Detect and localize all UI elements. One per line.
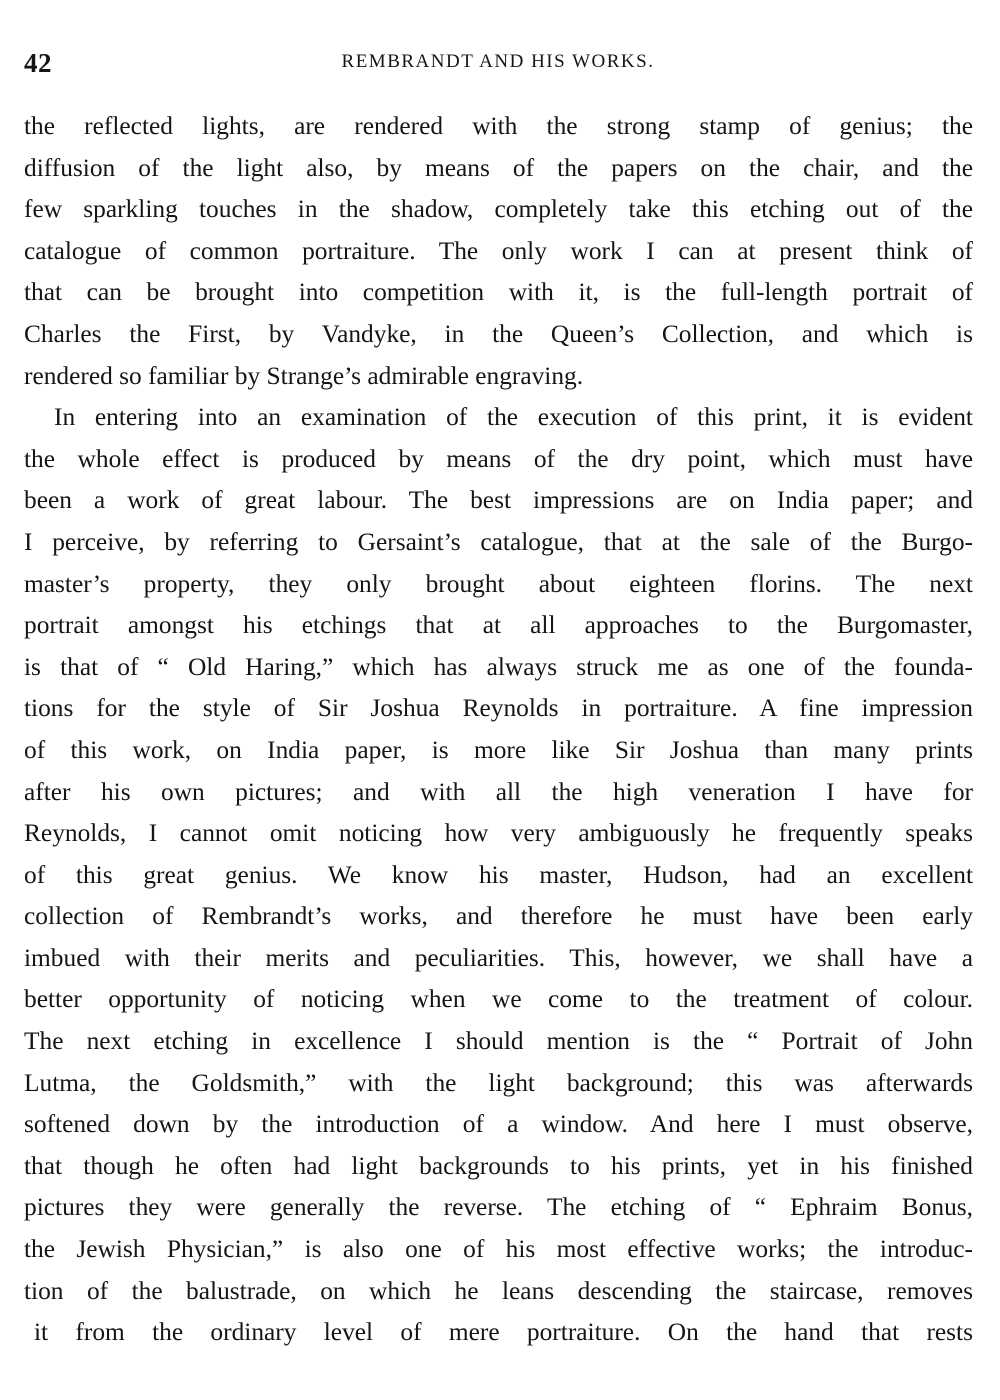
text-line: softened down by the introduction of a window. And here I must observe, [24,1110,973,1139]
text-line: few sparkling touches in the shadow, completely take this etching out of the [24,195,973,224]
text-line: The next etching in excellence I should mention is the “ Portrait of John [24,1027,973,1056]
text-line: is that of “ Old Haring,” which has always struck me as one of the founda- [24,652,973,681]
text-line: I perceive, by referring to Gersaint’s catalogue, that at the sale of the Burgo- [24,527,973,556]
text-line: rendered so familiar by Strange’s admirable engraving. [24,361,584,390]
text-line: better opportunity of noticing when we come to the treatment of colour. [24,985,973,1014]
text-line: that can be brought into competition with it, is the full-length portrait of [24,278,973,307]
page-number: 42 [24,48,52,78]
text-line: that though he often had light backgrounds to his prints, yet in his finished [24,1151,973,1180]
running-title: REMBRANDT AND HIS WORKS. [341,51,655,72]
text-line: of this work, on India paper, is more like Sir Joshua than many prints [24,735,973,764]
text-line: diffusion of the light also, by means of the papers on the chair, and the [24,153,973,182]
text-line: portrait amongst his etchings that at all approaches to the Burgomaster, [24,611,973,640]
text-line: imbued with their merits and peculiarities. This, however, we shall have a [24,943,973,972]
text-line: after his own pictures; and with all the high veneration I have for [24,777,973,806]
body-text [24,106,973,1354]
text-line: catalogue of common portraiture. The only work I can at present think of [24,236,973,265]
text-line: master’s property, they only brought about eighteen florins. The next [24,569,973,598]
text-line: pictures they were generally the reverse. The etching of “ Ephraim Bonus, [24,1193,973,1222]
text-line: the whole effect is produced by means of the dry point, which must have [24,444,973,473]
text-line: tion of the balustrade, on which he leans descending the staircase, removes [24,1276,973,1305]
text-line: Lutma, the Goldsmith,” with the light background; this was afterwards [24,1068,973,1097]
text-line: the Jewish Physician,” is also one of his most effective works; the introduc- [24,1235,973,1264]
paragraph-first-line: In entering into an examination of the execution of this print, it is evident [54,403,973,432]
page-header [24,48,972,80]
text-line: the reflected lights, are rendered with the strong stamp of genius; the [24,112,973,140]
text-line: collection of Rembrandt’s works, and therefore he must have been early [24,902,973,931]
text-line: of this great genius. We know his master, Hudson, had an excellent [24,860,973,889]
text-line: tions for the style of Sir Joshua Reynolds in portraiture. A fine impression [24,694,973,723]
text-line: Charles the First, by Vandyke, in the Queen’s Collection, and which is [24,319,973,348]
text-line: Reynolds, I cannot omit noticing how very ambiguously he frequently speaks [24,819,973,848]
text-line: it from the ordinary level of mere portraiture. On the hand that rests [34,1318,973,1347]
text-line: been a work of great labour. The best impressions are on India paper; and [24,486,973,515]
